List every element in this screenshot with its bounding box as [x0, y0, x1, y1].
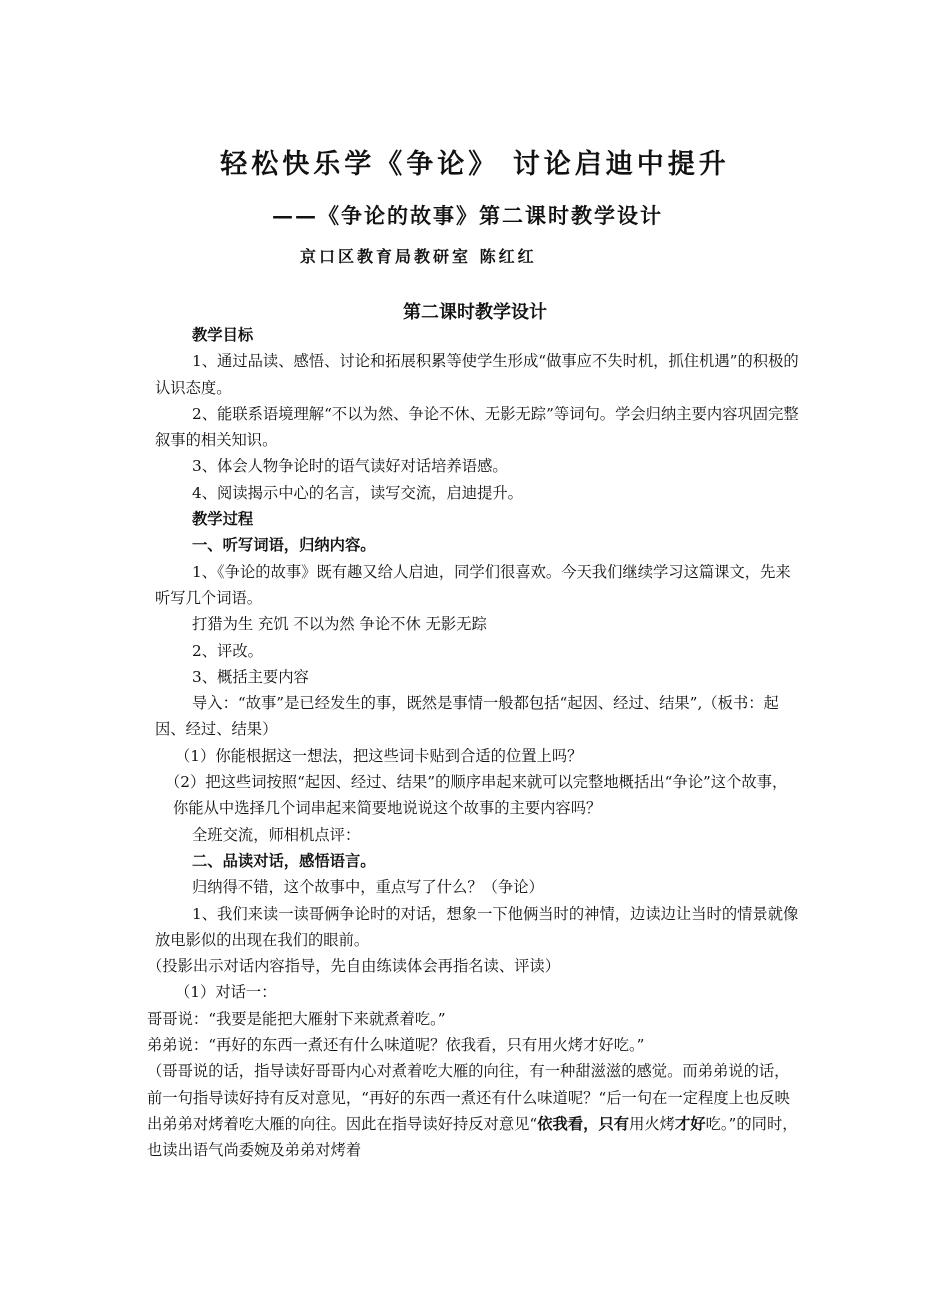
document-title: 轻松快乐学《争论》 讨论启迪中提升: [220, 149, 730, 180]
paragraph: （1）对话一：: [175, 983, 277, 1002]
emphasis-text: 才好: [674, 1114, 706, 1133]
dialogue-line: 弟弟说：“再好的东西一煮还有什么味道呢？依我看，只有用火烤才好吃。”: [147, 1036, 645, 1055]
paragraph: （2）把这些词按照“起因、经过、结果”的顺序串起来就可以完整地概括出“争论”这个故事，你能从中选择几个词串起来简要地说说这个故事的主要内容吗？: [165, 773, 788, 818]
goal-item: 4、阅读揭示中心的名言，读写交流，启迪提升。: [192, 483, 523, 502]
paragraph: （投影出示对话内容指导，先自由练读体会再指名读、评读）: [147, 957, 561, 976]
paragraph: 归纳得不错，这个故事中，重点写了什么？（争论）: [192, 878, 544, 897]
emphasis-text: ，: [583, 1114, 599, 1133]
part1-heading: 一、听写词语，归纳内容。: [192, 536, 376, 555]
paragraph: 1、《争论的故事》既有趣又给人启迪，同学们很喜欢。今天我们继续学习这篇课文，先来听写几个词语。: [155, 562, 791, 607]
emphasis-text: 只有: [598, 1114, 630, 1133]
document-body: [147, 322, 800, 1164]
emphasis-text: 依我看: [537, 1114, 584, 1133]
paragraph: 导入：“故事”是已经发生的事，既然是事情一般都包括“起因、经过、结果”,（板书：起因、经过、结果）: [155, 694, 779, 739]
dictation-words: 打猎为生 充饥 不以为然 争论不休 无影无踪: [192, 615, 487, 634]
paragraph: 3、概括主要内容: [192, 667, 309, 686]
guidance-text: （哥哥说的话，指导读好哥哥内心对煮着吃大雁的向往，有一种甜滋滋的感觉。而弟弟说的话，前一句指导读好持有反对意见，“再好的东西一煮还有什么味道呢？“后一句在一定程度上也反映出弟弟对烤着吃大雁的向往。因此在指导读好持反对意见“: [147, 1062, 790, 1133]
goal-item: 1、通过品读、感悟、讨论和拓展积累等使学生形成“做事应不失时机，抓住机遇”的积极的认识态度。: [155, 352, 799, 397]
guidance-text: 用火烤: [629, 1114, 675, 1133]
dialogue-line: 哥哥说：“我要是能把大雁射下来就煮着吃。”: [147, 1009, 446, 1028]
paragraph: （1）你能根据这一想法，把这些词卡贴到合适的位置上吗？: [175, 746, 583, 765]
paragraph: 全班交流，师相机点评：: [192, 825, 361, 844]
document-subtitle: ——《争论的故事》第二课时教学设计: [272, 203, 663, 228]
paragraph: 2、评改。: [192, 641, 263, 660]
part2-heading: 二、品读对话，感悟语言。: [192, 851, 376, 870]
section-title: 第二课时教学设计: [403, 302, 547, 323]
guidance-text: 吃。”的同时，也读出语气尚委婉及弟弟对烤着: [147, 1114, 798, 1160]
process-heading: 教学过程: [192, 510, 254, 529]
goal-item: 2、能联系语境理解“不以为然、争论不休、无影无踪”等词句。学会归纳主要内容巩固完整叙事的相关知识。: [155, 404, 799, 450]
document-author: 京口区教育局教研室 陈红红: [300, 247, 537, 266]
goals-heading: 教学目标: [192, 326, 254, 344]
paragraph: 1、我们来读一读哥俩争论时的对话，想象一下他俩当时的神情，边读边让当时的情景就像放电影似的出现在我们的眼前。: [155, 904, 799, 949]
goal-item: 3、体会人物争论时的语气读好对话培养语感。: [192, 457, 508, 476]
guidance-paragraph: [147, 1058, 800, 1163]
